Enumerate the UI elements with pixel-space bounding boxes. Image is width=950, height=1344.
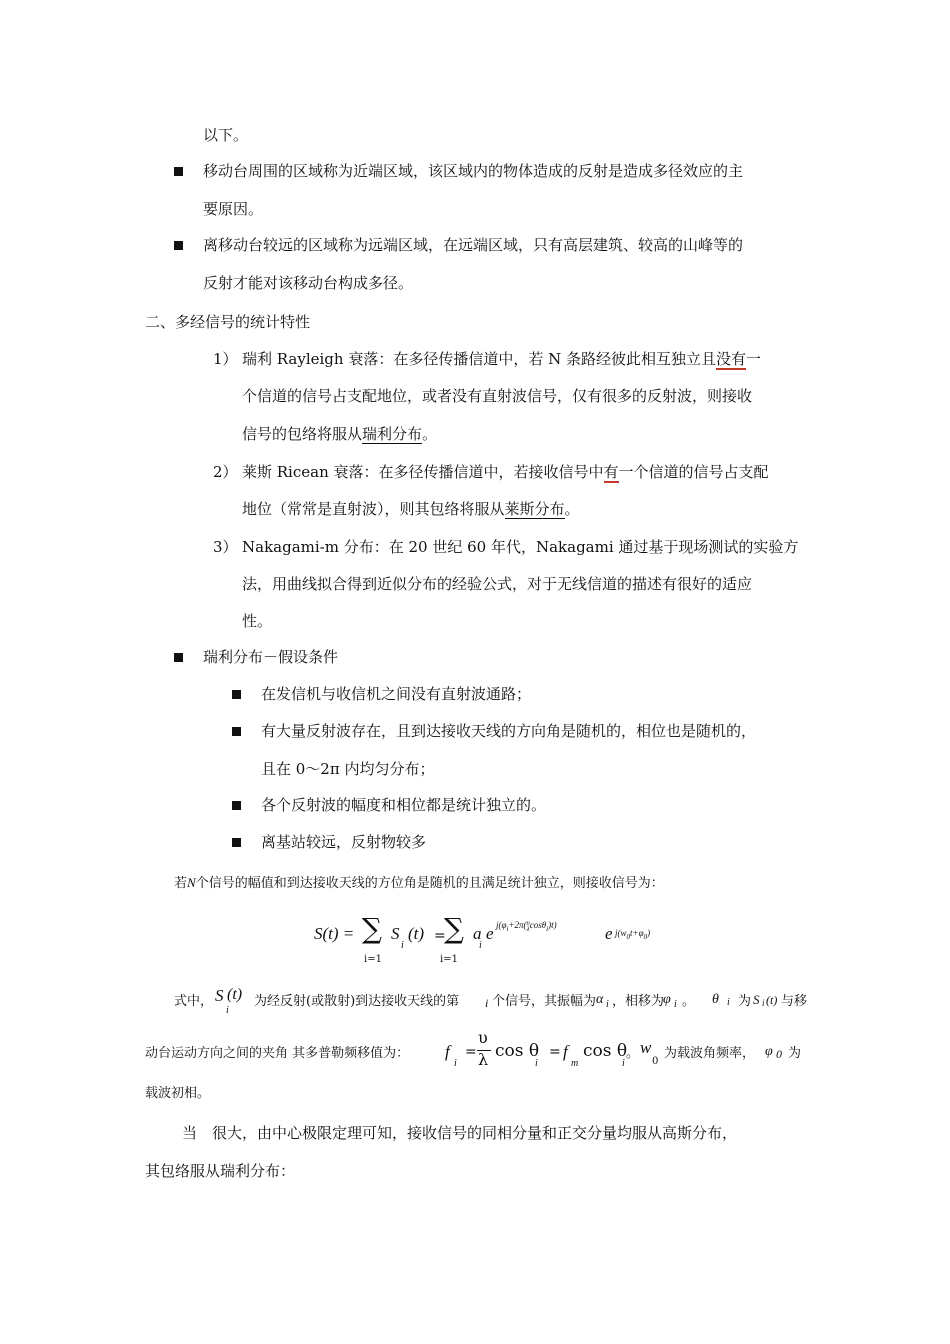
signal-equation [300,910,660,970]
text-line: 法，用曲线拟合得到近似分布的经验公式，对于无线信道的描述有很好的适应 [242,575,753,593]
var-subscript: i [606,999,609,1010]
eq-amplitude: a [473,924,482,943]
eq-num: υ [526,919,530,927]
sum-icon: ∑ [444,912,464,945]
sum-icon: ∑ [362,912,382,945]
var-phi0: φ [765,1044,773,1059]
bullet-square-icon [232,838,241,847]
var-w0: w [640,1038,652,1057]
eq-exponent [615,928,650,941]
text-line: 反射才能对该移动台构成多径。 [203,274,414,292]
text-line: 个信号，其振幅为 [492,994,597,1009]
text-line [174,873,664,894]
eq-exp-sub: i [506,925,509,934]
text-span: 信号的包络将服从 [242,425,363,443]
bullet-square-icon [174,241,183,250]
variable-N: N [187,875,196,890]
underlined-term: 瑞利分布 [362,425,423,443]
var-subscript: 0 [652,1056,659,1067]
text-line: 有大量反射波存在，且到达接收天线的方向角是随机的，相位也是随机的， [261,722,757,740]
eq-exponent [496,920,557,933]
text-line: 移动台周围的区域称为近端区域，该区域内的物体造成的反射是造成多径效应的主 [203,162,744,180]
text-line: 且在 0～2π 内均匀分布； [261,760,435,778]
bullet-square-icon [174,653,183,662]
text-line [242,349,761,369]
var-subscript: i [727,997,730,1008]
eq-cos: cos θ [583,1041,628,1061]
eq-exp-part: t+φ [630,928,644,938]
text-span: 若 [174,876,188,891]
text-line: 离移动台较远的区域称为远端区域，在远端区域，只有高层建筑、较高的山峰等的 [203,236,744,254]
text-line: 瑞利分布－假设条件 [203,648,339,666]
text-span: 一个信道的信号占支配 [618,463,769,481]
eq-subscript: m [571,1058,579,1069]
eq-exp-part: )t) [548,920,557,931]
eq-exp-part: ) [647,928,651,938]
text-line: 在发信机与收信机之间没有直射波通路； [261,685,532,703]
eq-cos: cos θ [495,1041,540,1061]
eq-num: υ [478,1028,488,1047]
var-alpha: α [596,992,604,1007]
text-line [242,499,580,519]
text-span: 。 [422,425,438,443]
spellcheck-underlined-text: 有 [603,463,619,481]
text-line: 式中， [174,994,214,1009]
eq-exp-sub: i [546,925,549,934]
text-line: 与移 [781,994,808,1009]
eq-exp-part: j(φ [496,920,507,931]
underlined-term: 莱斯分布 [504,500,565,518]
eq-fm: f [563,1042,568,1061]
text-line: 要原因。 [203,200,264,218]
list-number: 2） [213,463,238,481]
text-span: 个信号的幅值和到达接收天线的方位角是随机的且满足统计独立，则接收信号为： [195,876,664,891]
eq-exponential: e [486,924,494,943]
text-span: 。 [564,500,580,518]
text-line: 当 很大，由中心极限定理可知，接收信号的同相分量和正交分量均服从高斯分布， [182,1124,738,1142]
bullet-square-icon [232,801,241,810]
var-subscript: i [226,1005,229,1016]
doppler-equation [445,1026,635,1076]
eq-exp-sub: 0 [643,933,648,941]
text-span: 莱斯 Ricean 衰落：在多径传播信道中，若接收信号中 [242,463,604,481]
var-i: i [485,996,489,1010]
eq-subscript: i [401,940,404,951]
eq-den: λ [478,1050,489,1069]
text-line: 为 [788,1046,802,1061]
list-number: 3） [213,538,238,556]
text-line: 动台运动方向之间的夹角 其多普勒频移值为： [145,1046,410,1061]
text-span: 地位（常常是直射波），则其包络将服从 [242,500,505,518]
var-si-t-paren: (t) [227,986,243,1003]
eq-f: f [445,1042,450,1061]
bullet-square-icon [232,690,241,699]
eq-exp-part: j(w [615,928,627,938]
eq-exp-part: +2π( [508,920,527,931]
text-line: 为经反射(或散射)到达接收天线的第 [254,994,460,1009]
eq-term: S [391,924,400,943]
var-si-small: S [753,992,760,1007]
text-line: 性。 [242,612,273,630]
text-line: 其包络服从瑞利分布： [145,1162,296,1180]
eq-den: λ [526,925,530,933]
text-line: 各个反射波的幅度和相位都是统计独立的。 [261,796,547,814]
text-line: 为 [738,994,752,1009]
eq-subscript: i [479,940,482,951]
eq-exponential: e [605,924,613,943]
eq-sign: = [549,1044,561,1060]
eq-lhs: S(t) = [314,924,355,943]
eq-exp-part: cosθ [529,920,547,931]
text-line: 个信道的信号占支配地位，或者没有直射波信号，仅有很多的反射波，则接收 [242,387,753,405]
text-line: ，相移为 [612,994,665,1009]
var-si-t: S [215,986,224,1005]
list-number: 1） [213,350,238,368]
text-line [242,462,769,482]
var-phi: φ [663,992,671,1007]
text-span: 一 [746,350,762,368]
text-line: 载波初相。 [145,1086,211,1101]
text-line [242,424,437,444]
eq-subscript: i [454,1058,457,1069]
sum-limit: i=1 [364,954,382,965]
text-span: 瑞利 Rayleigh 衰落：在多径传播信道中，若 N 条路经彼此相互独立且 [242,350,716,368]
sum-limit: i=1 [440,954,458,965]
eq-subscript: i [622,1058,625,1069]
eq-subscript: i [535,1058,538,1069]
eq-sign: = [465,1044,477,1060]
spellcheck-underlined-text: 没有 [716,350,747,368]
bullet-square-icon [174,167,183,176]
eq-exp-sub: 0 [626,933,631,941]
eq-term: (t) [408,924,425,943]
var-theta: θ [712,992,719,1007]
text-line: Nakagami-m 分布：在 20 世纪 60 年代，Nakagami 通过基于现场测试的实验方 [242,538,799,556]
text-line: 。 [626,1046,640,1061]
var-subscript: 0 [776,1050,783,1061]
text-line: 为载波角频率， [664,1046,756,1061]
eq-sign: = [434,928,446,944]
var-t: (t) [766,993,778,1007]
var-subscript: i [762,998,765,1008]
text-line: 以下。 [203,126,249,144]
text-line: 。 [682,994,696,1009]
var-subscript: i [674,999,677,1010]
bullet-square-icon [232,727,241,736]
section-heading: 二、多经信号的统计特性 [145,313,311,331]
text-line: 离基站较远，反射物较多 [261,833,427,851]
